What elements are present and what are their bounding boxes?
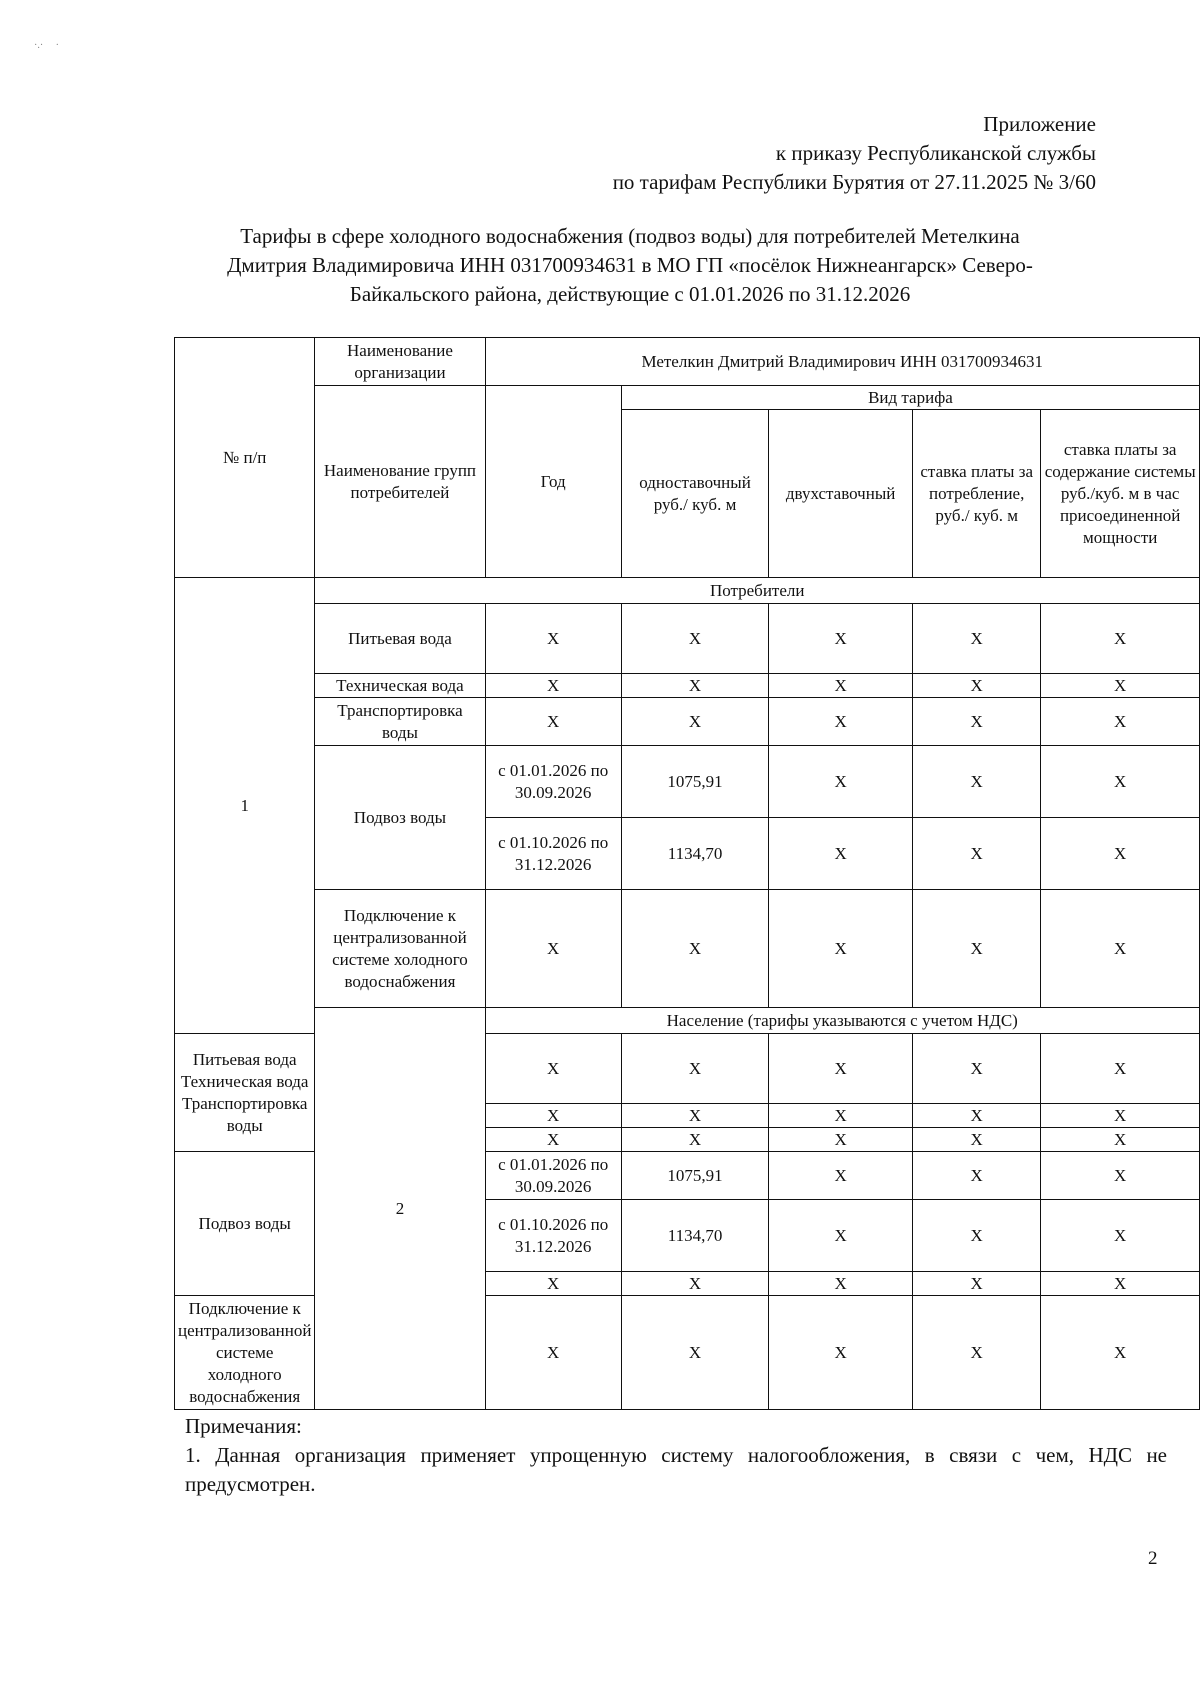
cell-x: X xyxy=(621,1128,768,1152)
period-cell: с 01.01.2026 по 30.09.2026 xyxy=(485,746,621,818)
period-cell: с 01.10.2026 по 31.12.2026 xyxy=(485,1200,621,1272)
cell-x: X xyxy=(1041,1296,1200,1410)
page-number: 2 xyxy=(1148,1548,1158,1569)
cell-x: X xyxy=(769,746,913,818)
cell-x: X xyxy=(769,1152,913,1200)
price-cell: 1075,91 xyxy=(621,746,768,818)
notes xyxy=(185,1412,1167,1499)
period-cell: с 01.01.2026 по 30.09.2026 xyxy=(485,1152,621,1200)
cell-x: X xyxy=(769,604,913,674)
cell-x: X xyxy=(1041,1200,1200,1272)
cell-x: X xyxy=(485,604,621,674)
cell-x: X xyxy=(1041,746,1200,818)
cell-x: X xyxy=(913,1034,1041,1104)
header-year: Год xyxy=(485,386,621,578)
cell-x: X xyxy=(769,818,913,890)
cell-x: X xyxy=(913,1296,1041,1410)
row-label: Питьевая вода xyxy=(315,604,485,674)
cell-x: X xyxy=(1041,1104,1200,1128)
note-item-1: 1. Данная организация применяет упрощенную систему налогообложения, в связи с чем, НДС не предусмотрен. xyxy=(185,1443,1167,1496)
cell-x: X xyxy=(769,698,913,746)
cell-x: X xyxy=(913,674,1041,698)
price-cell: 1075,91 xyxy=(621,1152,768,1200)
cell-x: X xyxy=(913,1128,1041,1152)
section2-title: Население (тарифы указываются с учетом НДС) xyxy=(485,1008,1200,1034)
cell-x: X xyxy=(485,1296,621,1410)
header-tariff-type: Вид тарифа xyxy=(621,386,1199,410)
scan-artifact: ·.· · xyxy=(34,40,59,51)
row-label: Подвоз воды xyxy=(315,746,485,890)
cell-x: X xyxy=(1041,818,1200,890)
cell-x: X xyxy=(769,1272,913,1296)
cell-x: X xyxy=(485,1104,621,1128)
cell-x: X xyxy=(485,674,621,698)
cell-x: X xyxy=(485,698,621,746)
cell-x: X xyxy=(913,890,1041,1008)
appendix-line-3: по тарифам Республики Бурятия от 27.11.2025 № 3/60 xyxy=(612,170,1096,194)
cell-x: X xyxy=(1041,698,1200,746)
tariffs-table xyxy=(174,337,1200,1410)
cell-x: X xyxy=(1041,1272,1200,1296)
cell-x: X xyxy=(621,674,768,698)
cell-x: X xyxy=(769,1296,913,1410)
row-label-group xyxy=(175,1034,315,1152)
cell-x: X xyxy=(485,1128,621,1152)
cell-x: X xyxy=(769,1104,913,1128)
section1-num: 1 xyxy=(175,578,315,1034)
row-label: Подвоз воды xyxy=(175,1152,315,1296)
section2-num: 2 xyxy=(315,1008,485,1410)
period-cell: с 01.10.2026 по 31.12.2026 xyxy=(485,818,621,890)
header-consumption-rate: ставка платы за потребление, руб./ куб. м xyxy=(913,410,1041,578)
cell-x: X xyxy=(913,604,1041,674)
cell-x: X xyxy=(769,1128,913,1152)
cell-x: X xyxy=(1041,890,1200,1008)
price-cell: 1134,70 xyxy=(621,1200,768,1272)
title-line-2: Дмитрия Владимировича ИНН 031700934631 в МО ГП «посёлок Нижнеангарск» Северо- xyxy=(227,253,1033,277)
section1-title: Потребители xyxy=(315,578,1200,604)
header-org-label: Наименование организации xyxy=(315,338,485,386)
cell-x: X xyxy=(913,1272,1041,1296)
row-label: Питьевая вода xyxy=(192,1049,297,1069)
cell-x: X xyxy=(485,1034,621,1104)
row-label: Транспортировка воды xyxy=(315,698,485,746)
table-row xyxy=(175,604,1200,674)
cell-x: X xyxy=(913,746,1041,818)
cell-x: X xyxy=(769,1034,913,1104)
header-two-rate: двухставочный xyxy=(769,410,913,578)
cell-x: X xyxy=(621,698,768,746)
appendix-header xyxy=(396,110,1096,197)
row-label: Подключение к централизованной системе холодного водоснабжения xyxy=(175,1296,315,1410)
cell-x: X xyxy=(769,674,913,698)
cell-x: X xyxy=(769,1200,913,1272)
cell-x: X xyxy=(621,1272,768,1296)
header-groups: Наименование групп потребителей xyxy=(315,386,485,578)
cell-x: X xyxy=(1041,674,1200,698)
table-row xyxy=(175,890,1200,1008)
header-single-rate: одноставочный руб./ куб. м xyxy=(621,410,768,578)
row-label: Подключение к централизованной системе холодного водоснабжения xyxy=(315,890,485,1008)
cell-x: X xyxy=(913,1104,1041,1128)
cell-x: X xyxy=(769,890,913,1008)
row-label: Техническая вода xyxy=(315,674,485,698)
row-label: Транспортировка воды xyxy=(182,1093,308,1135)
row-label: Техническая вода xyxy=(180,1071,309,1091)
cell-x: X xyxy=(1041,604,1200,674)
appendix-line-2: к приказу Республиканской службы xyxy=(775,141,1096,165)
cell-x: X xyxy=(1041,1034,1200,1104)
table-row xyxy=(175,698,1200,746)
cell-x: X xyxy=(1041,1128,1200,1152)
document-title xyxy=(150,222,1110,309)
cell-x: X xyxy=(621,890,768,1008)
title-line-1: Тарифы в сфере холодного водоснабжения (подвоз воды) для потребителей Метелкина xyxy=(240,224,1020,248)
appendix-line-1: Приложение xyxy=(983,112,1096,136)
table-row xyxy=(175,746,1200,818)
cell-x: X xyxy=(621,1034,768,1104)
header-org-name: Метелкин Дмитрий Владимирович ИНН 031700934631 xyxy=(485,338,1200,386)
cell-x: X xyxy=(485,1272,621,1296)
notes-heading: Примечания: xyxy=(185,1414,302,1438)
title-line-3: Байкальского района, действующие с 01.01.2026 по 31.12.2026 xyxy=(349,282,911,306)
cell-x: X xyxy=(913,1152,1041,1200)
cell-x: X xyxy=(913,1200,1041,1272)
cell-x: X xyxy=(621,1296,768,1410)
cell-x: X xyxy=(621,604,768,674)
cell-x: X xyxy=(621,1104,768,1128)
header-num: № п/п xyxy=(175,338,315,578)
price-cell: 1134,70 xyxy=(621,818,768,890)
table-row xyxy=(175,674,1200,698)
cell-x: X xyxy=(913,698,1041,746)
cell-x: X xyxy=(1041,1152,1200,1200)
header-capacity-rate: ставка платы за содержание системы руб./куб. м в час присоединенной мощности xyxy=(1041,410,1200,578)
cell-x: X xyxy=(913,818,1041,890)
cell-x: X xyxy=(485,890,621,1008)
